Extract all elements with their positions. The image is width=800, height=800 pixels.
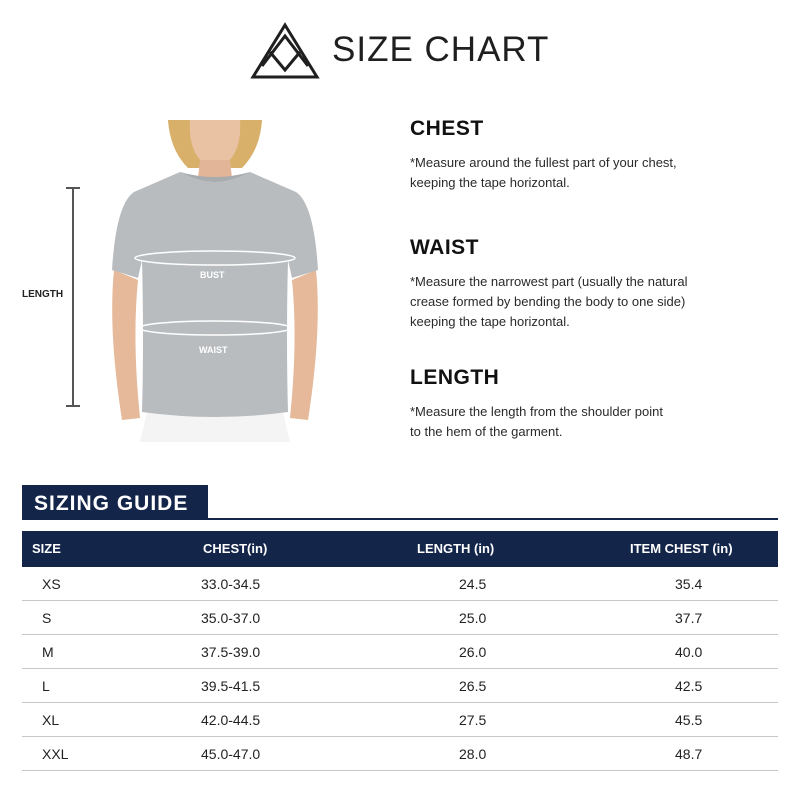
header — [0, 22, 800, 82]
item-chest-cell: 40.0 — [675, 644, 703, 660]
size-cell: S — [42, 610, 52, 626]
length-line-cap-bottom — [66, 405, 80, 407]
sizing-guide-divider — [208, 518, 778, 520]
table-row — [22, 669, 778, 703]
length-instruction — [410, 366, 780, 442]
table-row — [22, 737, 778, 771]
waist-text: *Measure the narrowest part (usually the natural crease formed by bending the body to one side) keeping the tape horizontal. — [410, 274, 688, 329]
size-cell: L — [42, 678, 50, 694]
length-cell: 26.0 — [459, 644, 487, 660]
triangle-mountain-logo-icon — [250, 22, 320, 80]
table-header — [22, 531, 778, 567]
size-cell: XXL — [42, 746, 69, 762]
sizing-table — [22, 531, 778, 771]
column-header-item-chest: ITEM CHEST (in) — [630, 541, 733, 556]
column-header-size: SIZE — [32, 541, 61, 556]
item-chest-cell: 42.5 — [675, 678, 703, 694]
chest-cell: 33.0-34.5 — [201, 576, 261, 592]
item-chest-cell: 45.5 — [675, 712, 703, 728]
length-measure-line — [72, 188, 74, 406]
item-chest-cell: 37.7 — [675, 610, 703, 626]
chest-instruction — [410, 117, 780, 193]
table-row — [22, 635, 778, 669]
page-title: SIZE CHART — [332, 30, 550, 69]
chest-cell: 35.0-37.0 — [201, 610, 261, 626]
chest-cell: 39.5-41.5 — [201, 678, 261, 694]
length-label: LENGTH — [22, 289, 64, 300]
sizing-guide-title: SIZING GUIDE — [34, 492, 189, 515]
length-cell: 28.0 — [459, 746, 487, 762]
table-row — [22, 601, 778, 635]
length-text: *Measure the length from the shoulder point to the hem of the garment. — [410, 404, 663, 439]
length-cell: 24.5 — [459, 576, 487, 592]
chest-text: *Measure around the fullest part of your chest, keeping the tape horizontal. — [410, 155, 677, 190]
length-title: LENGTH — [410, 366, 500, 389]
chest-title: CHEST — [410, 117, 484, 140]
column-header-length: LENGTH (in) — [417, 541, 495, 556]
size-cell: M — [42, 644, 54, 660]
column-header-chest: CHEST(in) — [203, 541, 268, 556]
table-row — [22, 703, 778, 737]
length-cell: 27.5 — [459, 712, 487, 728]
chest-cell: 37.5-39.0 — [201, 644, 261, 660]
chest-cell: 42.0-44.5 — [201, 712, 261, 728]
length-cell: 26.5 — [459, 678, 487, 694]
bust-label: BUST — [200, 270, 225, 280]
waist-instruction — [410, 236, 780, 332]
length-cell: 25.0 — [459, 610, 487, 626]
size-cell: XL — [42, 712, 60, 728]
size-cell: XS — [42, 576, 61, 592]
sizing-guide-banner — [22, 485, 208, 520]
item-chest-cell: 48.7 — [675, 746, 703, 762]
item-chest-cell: 35.4 — [675, 576, 703, 592]
model-tshirt-image — [100, 120, 330, 442]
table-row — [22, 567, 778, 601]
waist-title: WAIST — [410, 236, 479, 259]
waist-label: WAIST — [199, 345, 228, 355]
chest-cell: 45.0-47.0 — [201, 746, 261, 762]
